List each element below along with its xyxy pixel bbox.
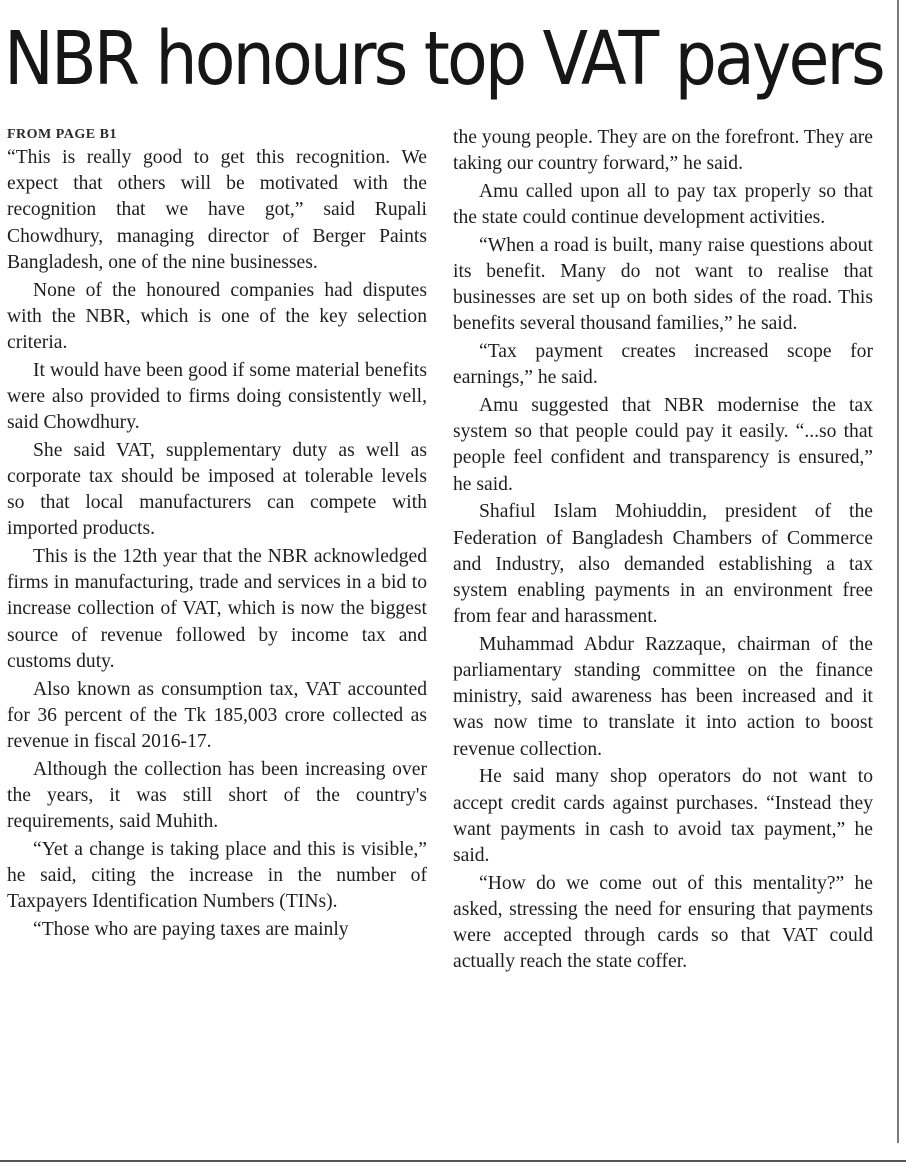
paragraph: This is the 12th year that the NBR acknowledged firms in manufacturing, trade and services in a bid to increase collection of VAT, which is now the biggest source of revenue followed by income tax and customs duty.	[7, 546, 427, 672]
paragraph: Also known as consumption tax, VAT accounted for 36 percent of the Tk 185,003 crore collected as revenue in fiscal 2016-17.	[7, 678, 427, 752]
paragraph: Muhammad Abdur Razzaque, chairman of the parliamentary standing committee on the finance ministry, said awareness has been increased and it was now time to translate it into action to boost revenue collection.	[453, 633, 873, 760]
continuation-kicker: FROM PAGE B1	[7, 127, 117, 142]
paragraph: Shafiul Islam Mohiuddin, president of the Federation of Bangladesh Chambers of Commerce and Industry, also demanded establishing a tax system enabling payments in an environment free from fear and harassment.	[453, 501, 873, 628]
paragraph: “Tax payment creates increased scope for earnings,” he said.	[453, 341, 873, 389]
article-column-right	[453, 125, 873, 977]
paragraph: “Those who are paying taxes are mainly	[33, 918, 349, 940]
paragraph: He said many shop operators do not want to accept credit cards against purchases. “Instead they want payments in cash to avoid tax payment,” he said.	[453, 766, 873, 866]
column-divider	[897, 0, 899, 1143]
paragraph: She said VAT, supplementary duty as well as corporate tax should be imposed at tolerable levels so that local manufacturers can compete with imported products.	[7, 439, 427, 540]
paragraph: “How do we come out of this mentality?” he asked, stressing the need for ensuring that payments were accepted through cards so that VAT could actually reach the state coffer.	[453, 872, 873, 973]
paragraph: Amu called upon all to pay tax properly so that the state could continue development activities.	[453, 180, 873, 229]
bottom-rule	[0, 1160, 906, 1162]
headline: NBR honours top VAT payers	[4, 16, 883, 102]
paragraph: None of the honoured companies had disputes with the NBR, which is one of the key selection criteria.	[7, 279, 427, 353]
paragraph: Amu suggested that NBR modernise the tax system so that people could pay it easily. “...so that people feel confident and transparency is ensured,” he said.	[453, 395, 873, 495]
paragraph: the young people. They are on the forefront. They are taking our country forward,” he said.	[453, 127, 873, 175]
paragraph: Although the collection has been increasing over the years, it was still short of the country's requirements, said Muhith.	[7, 758, 427, 833]
paragraph: “When a road is built, many raise questions about its benefit. Many do not want to realise that businesses are set up on both sides of the road. This benefits several thousand families,” he said.	[453, 234, 873, 335]
paragraph: “Yet a change is taking place and this is visible,” he said, citing the increase in the number of Taxpayers Identification Numbers (TINs).	[7, 838, 427, 913]
paragraph: “This is really good to get this recognition. We expect that others will be motivated with the recognition that we have got,” said Rupali Chowdhury, managing director of Berger Paints Bangladesh, one of the nine businesses.	[7, 147, 427, 273]
paragraph: It would have been good if some material benefits were also provided to firms doing consistently well, said Chowdhury.	[7, 359, 427, 434]
article-column-left	[7, 125, 427, 945]
